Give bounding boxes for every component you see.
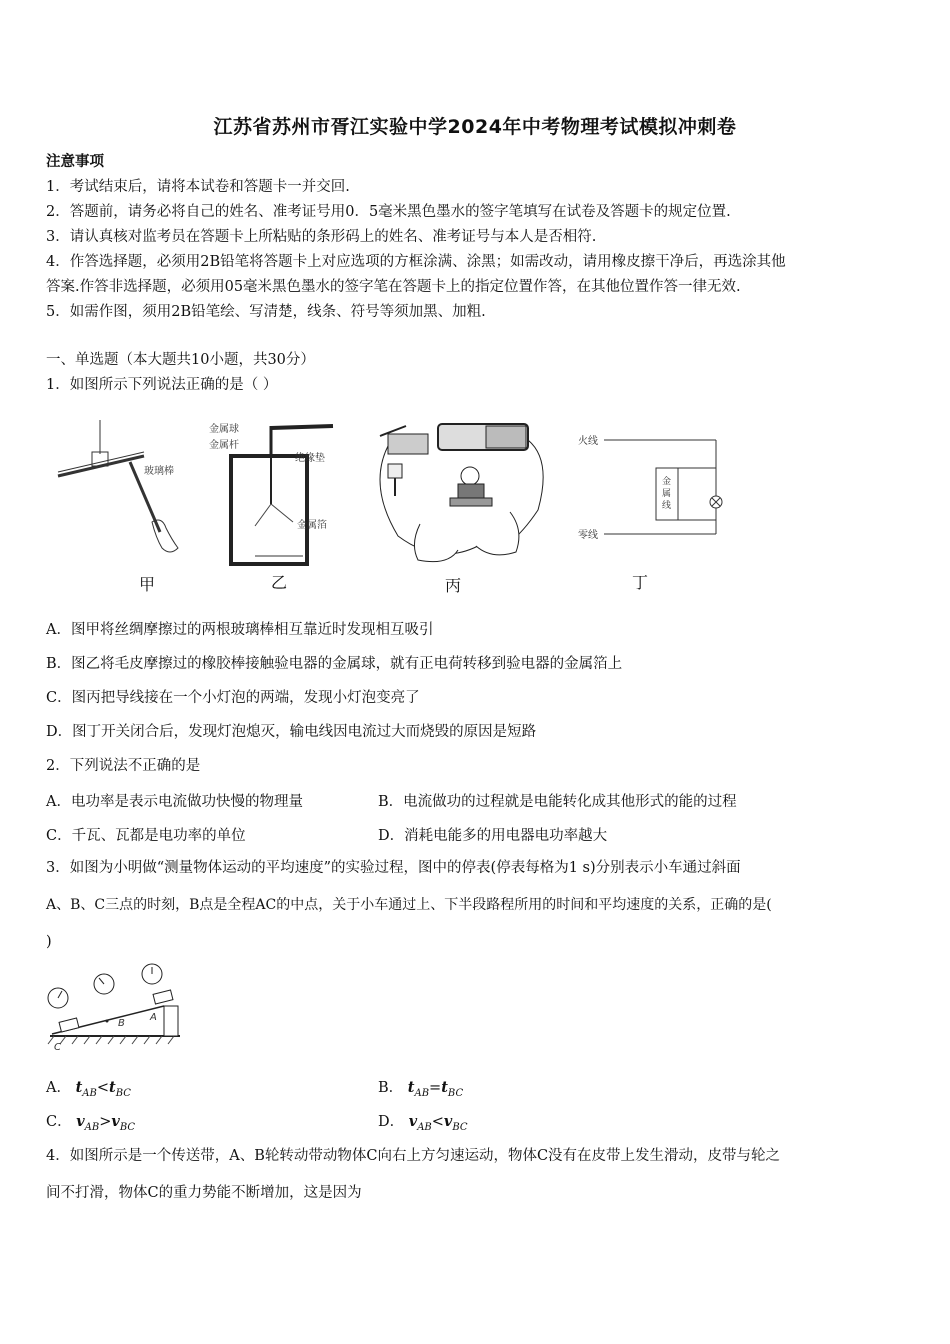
figure-label-yi: 乙: [271, 573, 288, 592]
q1-option-b: B．图乙将毛皮摩擦过的橡胶棒接触验电器的金属球，就有正电荷转移到验电器的金属箔上: [46, 656, 623, 672]
figure-ding: [570, 422, 750, 552]
q3-option-b: B． $t_{AB}=t_{BC}$: [378, 1079, 464, 1099]
q2-option-b: B．电流做功的过程就是电能转化成其他形式的能的过程: [378, 794, 737, 810]
q1-option-c: C．图丙把导线接在一个小灯泡的两端，发现小灯泡变亮了: [46, 690, 420, 706]
page-title: 江苏省苏州市胥江实验中学2024年中考物理考试模拟冲刺卷: [213, 116, 737, 138]
notice-item: 1．考试结束后，请将本试卷和答题卡一并交回.: [46, 179, 350, 195]
question-1-stem: 1．如图所示下列说法正确的是（ ）: [46, 377, 278, 393]
q3-option-c: C． $v_{AB}>v_{BC}$: [46, 1113, 136, 1133]
figure-incline: [44, 960, 189, 1052]
label-point-a: A: [150, 1012, 157, 1023]
label-insulator: 绝缘垫: [295, 453, 325, 464]
question-3-stem-line3: ): [46, 934, 52, 950]
q2-option-a: A．电功率是表示电流做功快慢的物理量: [46, 794, 303, 810]
figure-label-bing: 丙: [445, 576, 462, 595]
q1-option-d: D．图丁开关闭合后，发现灯泡熄灭，输电线因电流过大而烧毁的原因是短路: [46, 724, 537, 740]
label-metal-foil: 金属箔: [297, 520, 327, 531]
figure-bing: [360, 416, 550, 566]
label-metal-wire-1: 金: [662, 477, 672, 487]
label-point-c: C: [54, 1042, 61, 1052]
notice-heading: 注意事项: [46, 153, 104, 170]
notice-item: 2．答题前，请务必将自己的姓名、准考证号用0．5毫米黑色墨水的签字笔填写在试卷及答题卡的规定位置.: [46, 204, 731, 220]
section-heading: 一、单选题（本大题共10小题，共30分）: [46, 352, 315, 368]
notice-item: 答案.作答非选择题，必须用05毫米黑色墨水的签字笔在答题卡上的指定位置作答，在其他位置作答一律无效.: [46, 279, 741, 295]
label-glass-rod: 玻璃棒: [144, 466, 174, 477]
label-metal-rod: 金属杆: [209, 440, 239, 451]
label-point-b: B: [118, 1018, 125, 1029]
notice-item: 4．作答选择题，必须用2B铅笔将答题卡上对应选项的方框涂满、涂黑；如需改动，请用橡皮擦干净后，再选涂其他: [46, 254, 786, 270]
label-metal-wire-3: 线: [662, 501, 672, 511]
question-3-stem-line2: A、B、C三点的时刻，B点是全程AC的中点，关于小车通过上、下半段路程所用的时间和平均速度的关系，正确的是(: [46, 897, 772, 913]
figure-label-jia: 甲: [139, 575, 156, 594]
q3-option-d: D． $v_{AB}<v_{BC}$: [378, 1113, 468, 1133]
notice-item: 5．如需作图，须用2B铅笔绘、写清楚，线条、符号等须加黑、加粗.: [46, 304, 486, 320]
figure-yi: [205, 416, 345, 571]
q3-option-a: A． $t_{AB}<t_{BC}$: [46, 1079, 131, 1099]
question-3-stem-line1: 3．如图为小明做“测量物体运动的平均速度”的实验过程，图中的停表(停表每格为1 s)分别表示小车通过斜面: [46, 860, 741, 876]
question-4-line2: 间不打滑，物体C的重力势能不断增加，这是因为: [46, 1185, 362, 1201]
label-live-wire: 火线: [578, 436, 598, 447]
figure-jia: [52, 414, 192, 569]
q1-option-a: A．图甲将丝绸摩擦过的两根玻璃棒相互靠近时发现相互吸引: [46, 622, 434, 638]
q2-option-d: D．消耗电能多的用电器电功率越大: [378, 828, 608, 844]
label-metal-wire-2: 属: [662, 489, 672, 499]
question-4-line1: 4．如图所示是一个传送带，A、B轮转动带动物体C向右上方匀速运动，物体C没有在皮带上发生滑动，皮带与轮之: [46, 1148, 781, 1164]
q2-option-c: C．千瓦、瓦都是电功率的单位: [46, 828, 246, 844]
question-2-stem: 2．下列说法不正确的是: [46, 758, 201, 774]
figure-label-ding: 丁: [632, 573, 649, 592]
label-neutral-wire: 零线: [578, 530, 598, 541]
label-metal-ball: 金属球: [209, 424, 239, 435]
notice-item: 3．请认真核对监考员在答题卡上所粘贴的条形码上的姓名、准考证号与本人是否相符.: [46, 229, 597, 245]
